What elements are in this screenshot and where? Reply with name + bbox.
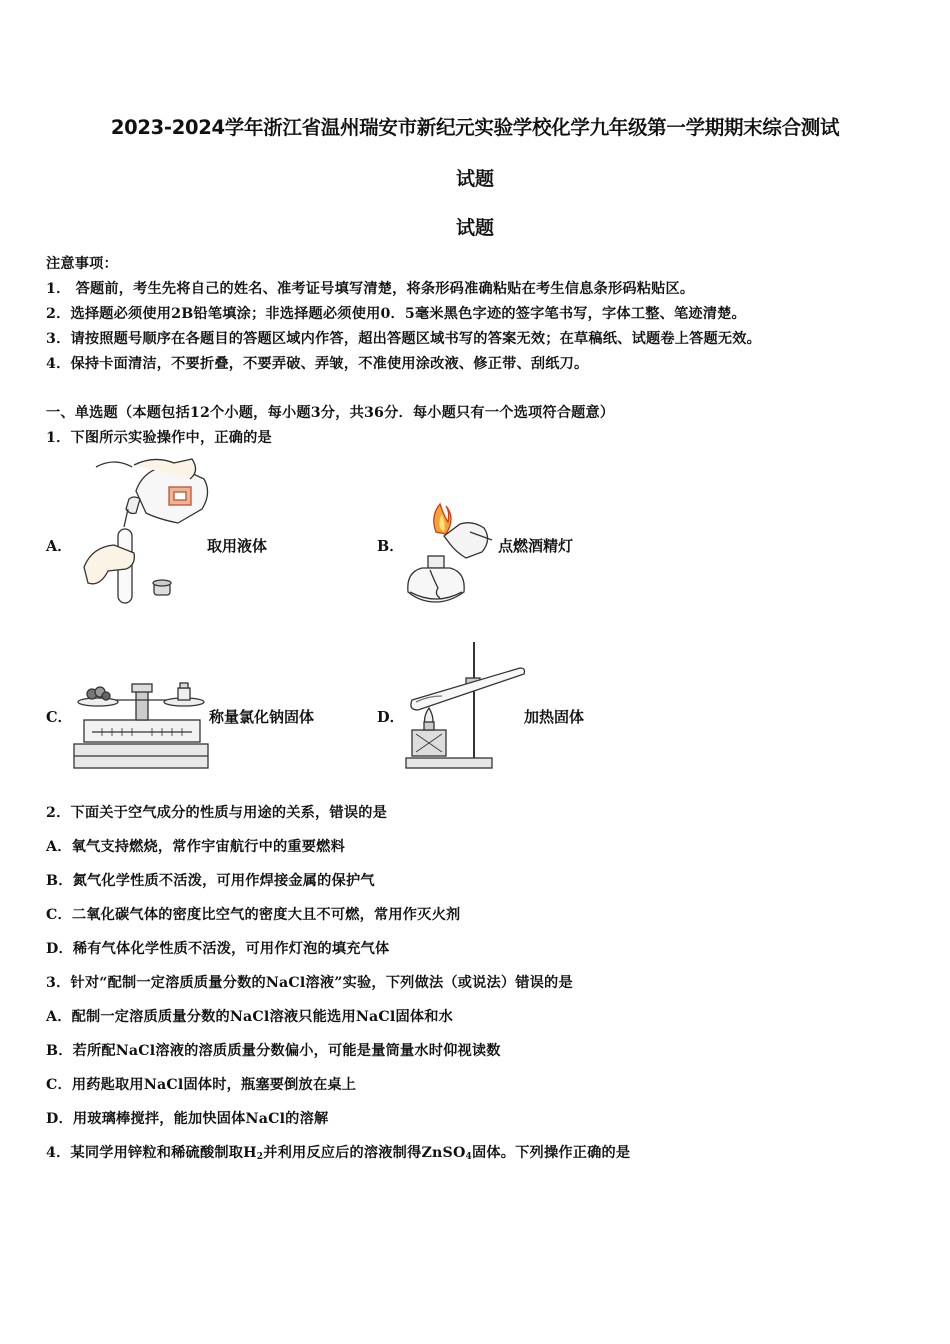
subscript: 4 — [465, 1152, 472, 1162]
answer-option: D．用玻璃棒搅拌，能加快固体NaCl的溶解 — [46, 1111, 329, 1127]
question-stem: 3．针对“配制一定溶质质量分数的NaCl溶液”实验，下列做法（或说法）错误的是 — [46, 975, 573, 991]
answer-option: A．配制一定溶质质量分数的NaCl溶液只能选用NaCl固体和水 — [46, 1009, 454, 1025]
section-heading: 一、单选题（本题包括12个小题，每小题3分，共36分．每小题只有一个选项符合题意） — [46, 405, 615, 421]
heating-solid-figure — [402, 638, 528, 772]
title-line-2: 试题 — [455, 168, 494, 190]
balance-figure — [72, 680, 212, 772]
notes-heading: 注意事项： — [46, 256, 118, 272]
answer-option: B．氮气化学性质不活泼，可用作焊接金属的保护气 — [46, 873, 375, 889]
option-text: 点燃酒精灯 — [498, 537, 574, 555]
note-item: 3．请按照题号顺序在各题目的答题区域内作答，超出答题区域书写的答案无效；在草稿纸、试题卷上答题无效。 — [46, 331, 762, 347]
answer-option: D．稀有气体化学性质不活泼，可用作灯泡的填充气体 — [46, 941, 390, 957]
alcohol-lamp-figure — [400, 502, 500, 606]
option-label: B． — [377, 538, 404, 555]
option-text: 加热固体 — [524, 708, 585, 726]
title-line-1: 2023-2024学年浙江省温州瑞安市新纪元实验学校化学九年级第一学期期末综合测试 — [110, 116, 840, 139]
answer-option: C．二氧化碳气体的密度比空气的密度大且不可燃，常用作灭火剂 — [46, 907, 461, 923]
subscript: 2 — [256, 1152, 264, 1162]
option-label: D． — [377, 709, 405, 726]
note-item: 2．选择题必须使用2B铅笔填涂；非选择题必须使用0．5毫米黑色字迹的签字笔书写，字体工整、笔迹清楚。 — [46, 306, 746, 322]
stem-part: 4．某同学用锌粒和稀硫酸制取H — [46, 1145, 257, 1161]
option-label: C． — [46, 709, 73, 726]
question-4-stem — [46, 1142, 630, 1162]
answer-option: C．用药匙取用NaCl固体时，瓶塞要倒放在桌上 — [46, 1077, 357, 1093]
note-item: 1． 答题前，考生先将自己的姓名、准考证号填写清楚，将条形码准确粘贴在考生信息条形码粘贴区。 — [46, 281, 695, 297]
question-stem: 2．下面关于空气成分的性质与用途的关系，错误的是 — [46, 805, 387, 821]
stem-part: 并利用反应后的溶液制得ZnSO — [263, 1145, 466, 1161]
answer-option: B．若所配NaCl溶液的溶质质量分数偏小，可能是量筒量水时仰视读数 — [46, 1043, 501, 1059]
answer-option: A．氧气支持燃烧，常作宇宙航行中的重要燃料 — [46, 839, 345, 855]
question-stem: 1．下图所示实验操作中，正确的是 — [46, 430, 272, 446]
pour-liquid-figure — [74, 457, 214, 607]
title-line-3: 试题 — [455, 217, 494, 239]
option-label: A． — [46, 538, 72, 555]
option-text: 取用液体 — [207, 537, 268, 555]
option-text: 称量氯化钠固体 — [209, 708, 315, 726]
stem-part: 固体。下列操作正确的是 — [472, 1145, 631, 1161]
note-item: 4．保持卡面清洁，不要折叠，不要弄破、弄皱，不准使用涂改液、修正带、刮纸刀。 — [46, 356, 589, 372]
